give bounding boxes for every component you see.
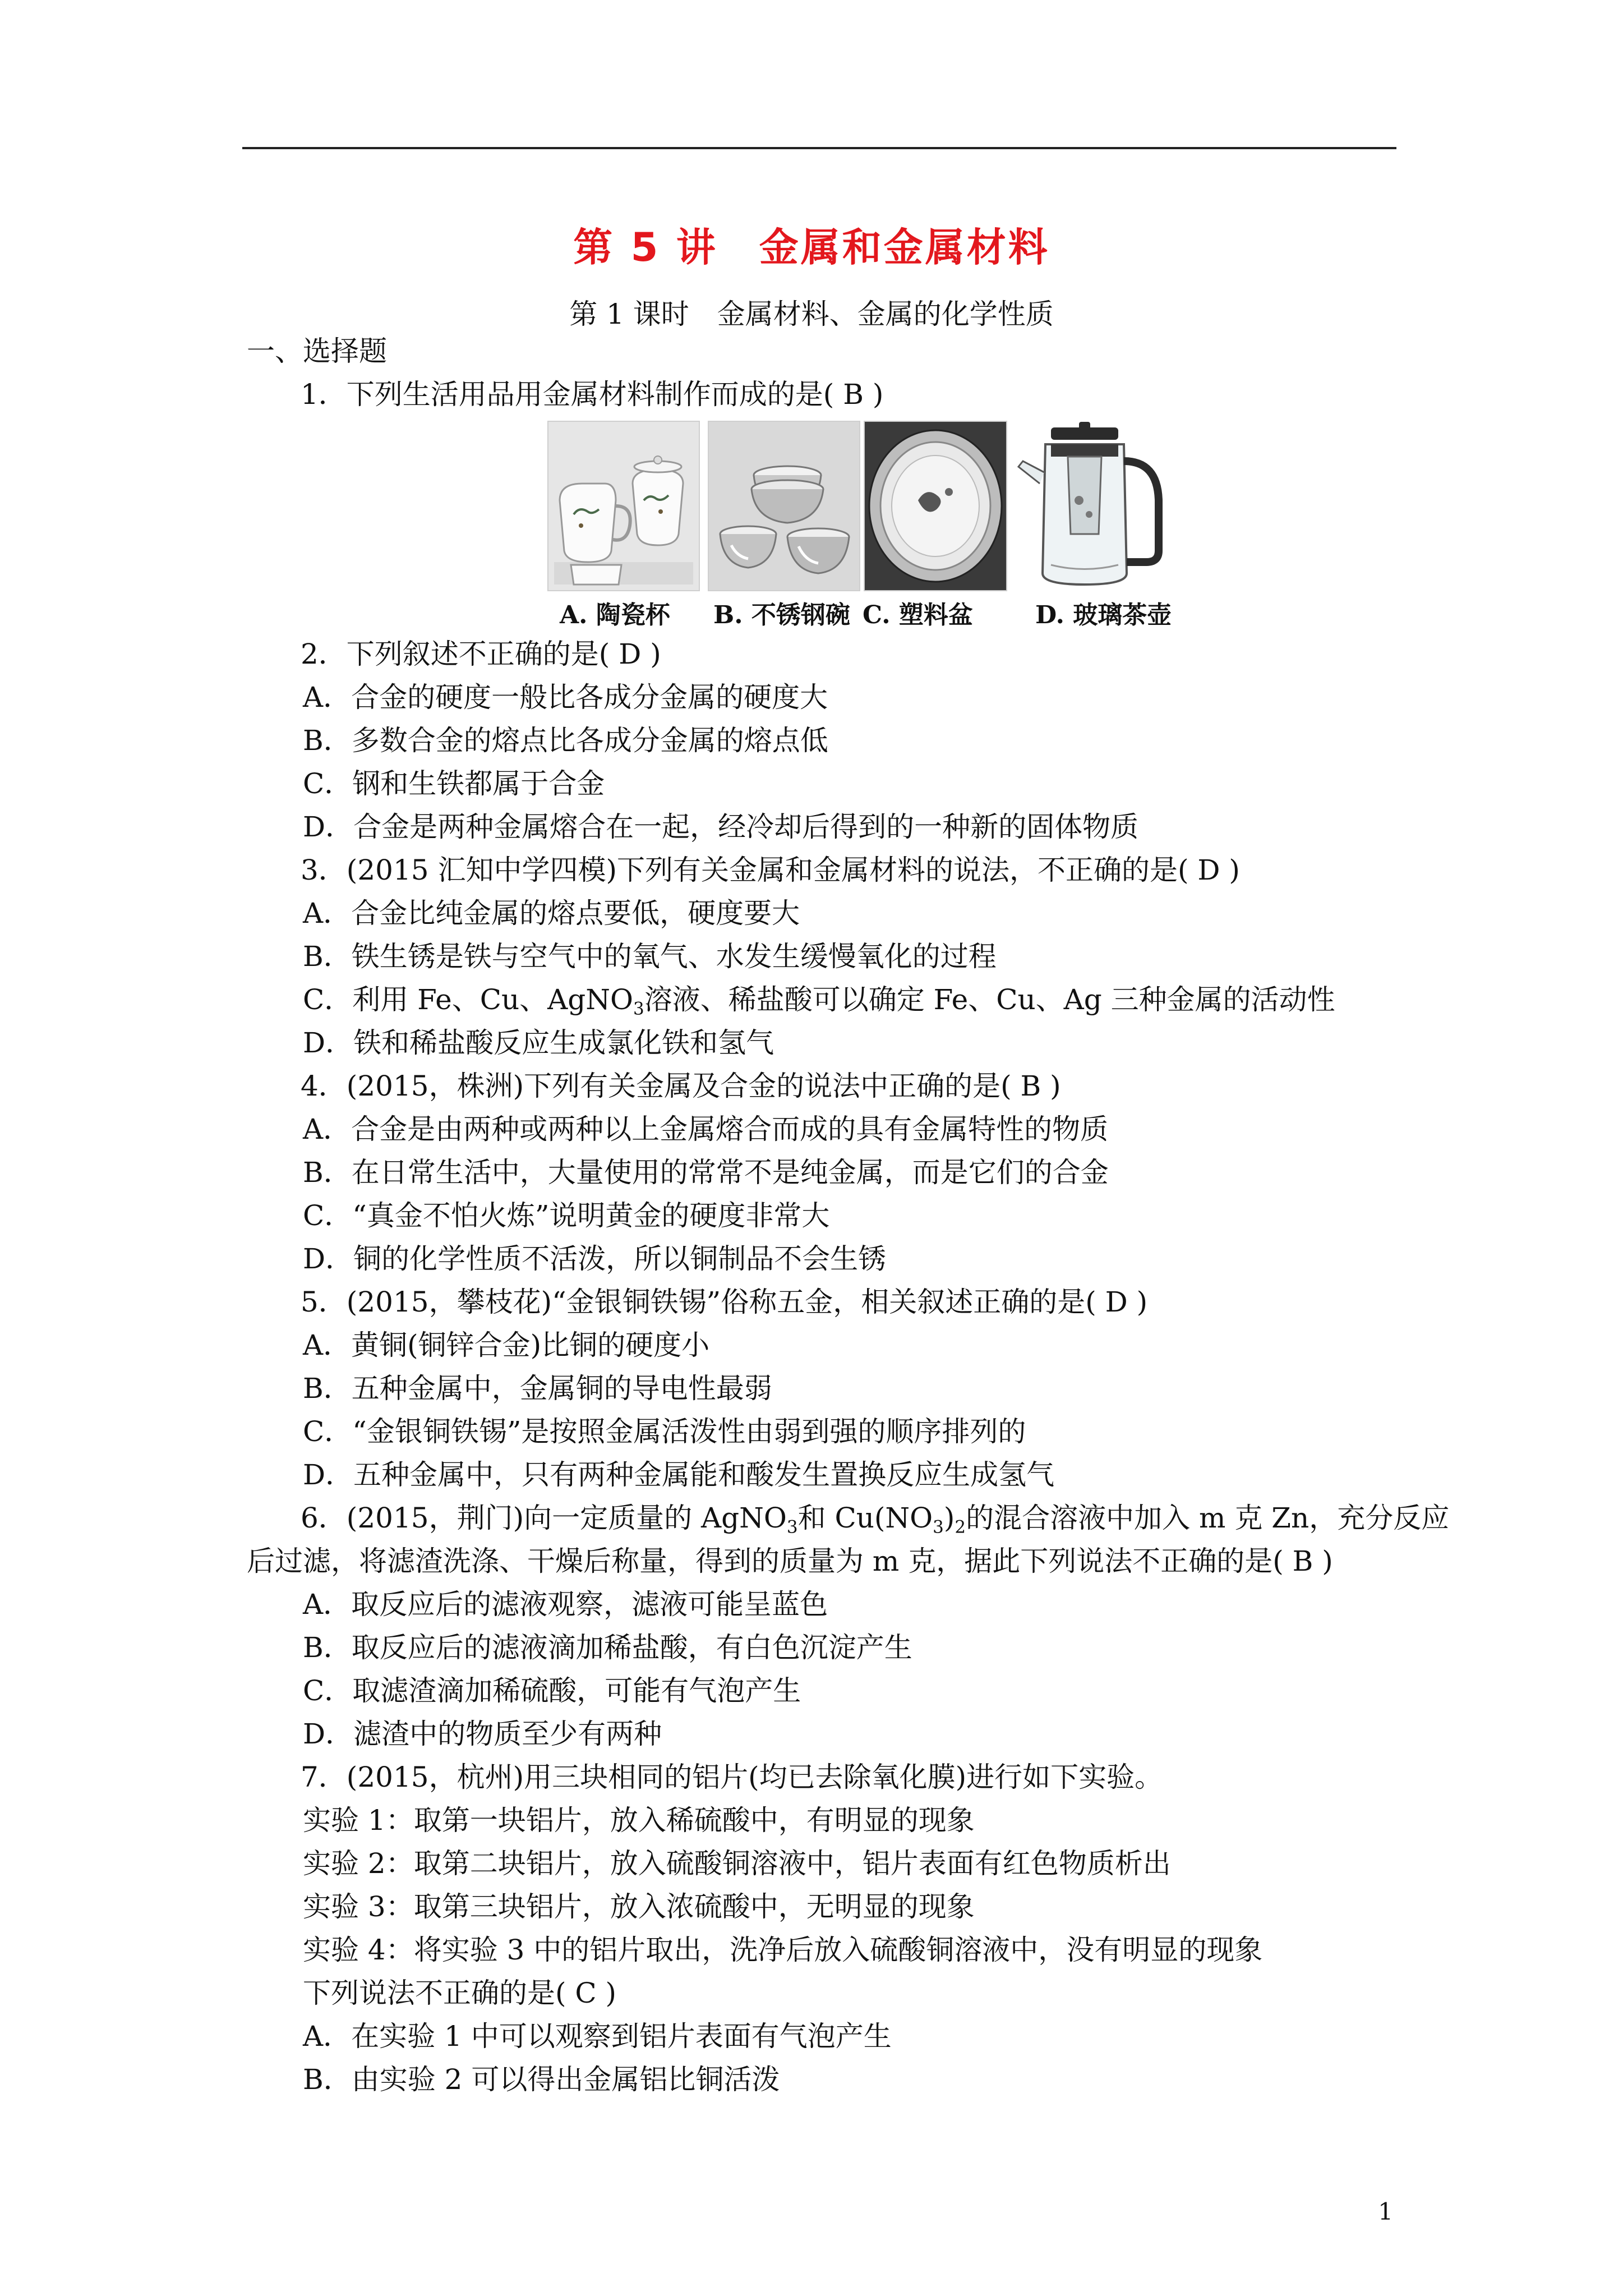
page-title: 第 5 讲 金属和金属材料 [573,224,1050,270]
question-7: 7．(2015，杭州)用三块相同的铝片(均已去除氧化膜)进行如下实验。 [301,1761,1163,1793]
q1-image-captions [247,589,1503,633]
question-1: 1．下列生活用品用金属材料制作而成的是( B ) [301,378,884,411]
q4-option-b: B．在日常生活中，大量使用的常常不是纯金属，而是它们的合金 [303,1156,1109,1189]
q5-option-a: A．黄铜(铜锌合金)比铜的硬度小 [303,1329,710,1361]
q5-option-b: B．五种金属中，金属铜的导电性最弱 [303,1372,772,1405]
q6-option-c: C．取滤渣滴加稀硫酸，可能有气泡产生 [303,1674,801,1707]
q2-option-a: A．合金的硬度一般比各成分金属的硬度大 [303,681,828,714]
q5-option-d: D．五种金属中，只有两种金属能和酸发生置换反应生成氢气 [303,1458,1055,1491]
glass-teapot-image [1011,421,1166,591]
question-5: 5．(2015，攀枝花)“金银铜铁锡”俗称五金，相关叙述正确的是( D ) [301,1286,1148,1318]
q7-experiment-4: 实验 4：将实验 3 中的铝片取出，洗净后放入硫酸铜溶液中，没有明显的现象 [303,1934,1263,1966]
q7-option-b: B．由实验 2 可以得出金属铝比铜活泼 [303,2063,780,2096]
q7-experiment-3: 实验 3：取第三块铝片，放入浓硫酸中，无明显的现象 [303,1890,975,1923]
document-body [247,330,1503,2101]
ceramic-cup-image [547,421,700,591]
q4-option-a: A．合金是由两种或两种以上金属熔合而成的具有金属特性的物质 [303,1113,1109,1145]
q2-option-d: D．合金是两种金属熔合在一起，经冷却后得到的一种新的固体物质 [303,811,1139,843]
header-rule [242,147,1396,149]
q7-option-a: A．在实验 1 中可以观察到铝片表面有气泡产生 [303,2020,892,2053]
q3-option-c: C．利用 Fe、Cu、AgNO$_3$溶液、稀盐酸可以确定 Fe、Cu、Ag 三种金属的活动性 [303,983,1335,1019]
q3-option-a: A．合金比纯金属的熔点要低，硬度要大 [303,897,800,930]
q6-option-a: A．取反应后的滤液观察，滤液可能呈蓝色 [303,1588,828,1621]
caption-a: A. 陶瓷杯 [560,601,670,629]
question-6-continued: 后过滤，将滤渣洗涤、干燥后称量，得到的质量为 m 克，据此下列说法不正确的是( B ) [247,1545,1333,1577]
question-2: 2．下列叙述不正确的是( D ) [301,638,661,670]
section-heading: 一、选择题 [247,335,387,367]
q7-experiment-1: 实验 1：取第一块铝片，放入稀硫酸中，有明显的现象 [303,1804,975,1837]
page-number: 1 [1378,2198,1393,2225]
lesson-subtitle: 第 1 课时 金属材料、金属的化学性质 [569,298,1054,330]
q7-question: 下列说法不正确的是( C ) [303,1977,617,2009]
caption-d: D. 玻璃茶壶 [1035,601,1172,629]
q1-image-row [247,421,1503,589]
stainless-steel-bowl-image [708,421,860,591]
question-6: 6．(2015，荆门)向一定质量的 AgNO$_3$和 $Cu(NO_3)_2$的混合溶液中加入 m 克 Zn，充分反应 [301,1502,1450,1538]
q4-option-d: D．铜的化学性质不活泼，所以铜制品不会生锈 [303,1243,887,1275]
q4-option-c: C．“真金不怕火炼”说明黄金的硬度非常大 [303,1199,830,1232]
q2-option-b: B．多数合金的熔点比各成分金属的熔点低 [303,724,828,757]
q7-experiment-2: 实验 2：取第二块铝片，放入硫酸铜溶液中，铝片表面有红色物质析出 [303,1847,1171,1880]
question-4: 4．(2015，株洲)下列有关金属及合金的说法中正确的是( B ) [301,1070,1061,1102]
q3-option-d: D．铁和稀盐酸反应生成氯化铁和氢气 [303,1027,774,1059]
caption-c: C. 塑料盆 [863,601,973,629]
q6-option-b: B．取反应后的滤液滴加稀盐酸，有白色沉淀产生 [303,1631,912,1664]
q6-option-d: D．滤渣中的物质至少有两种 [303,1718,662,1750]
plastic-basin-image [864,421,1007,591]
question-3: 3．(2015 汇知中学四模)下列有关金属和金属材料的说法，不正确的是( D ) [301,854,1240,886]
q3-option-b: B．铁生锈是铁与空气中的氧气、水发生缓慢氧化的过程 [303,940,997,973]
caption-b: B. 不锈钢碗 [713,601,850,629]
q2-option-c: C．钢和生铁都属于合金 [303,767,605,800]
q5-option-c: C．“金银铜铁锡”是按照金属活泼性由弱到强的顺序排列的 [303,1415,1026,1448]
